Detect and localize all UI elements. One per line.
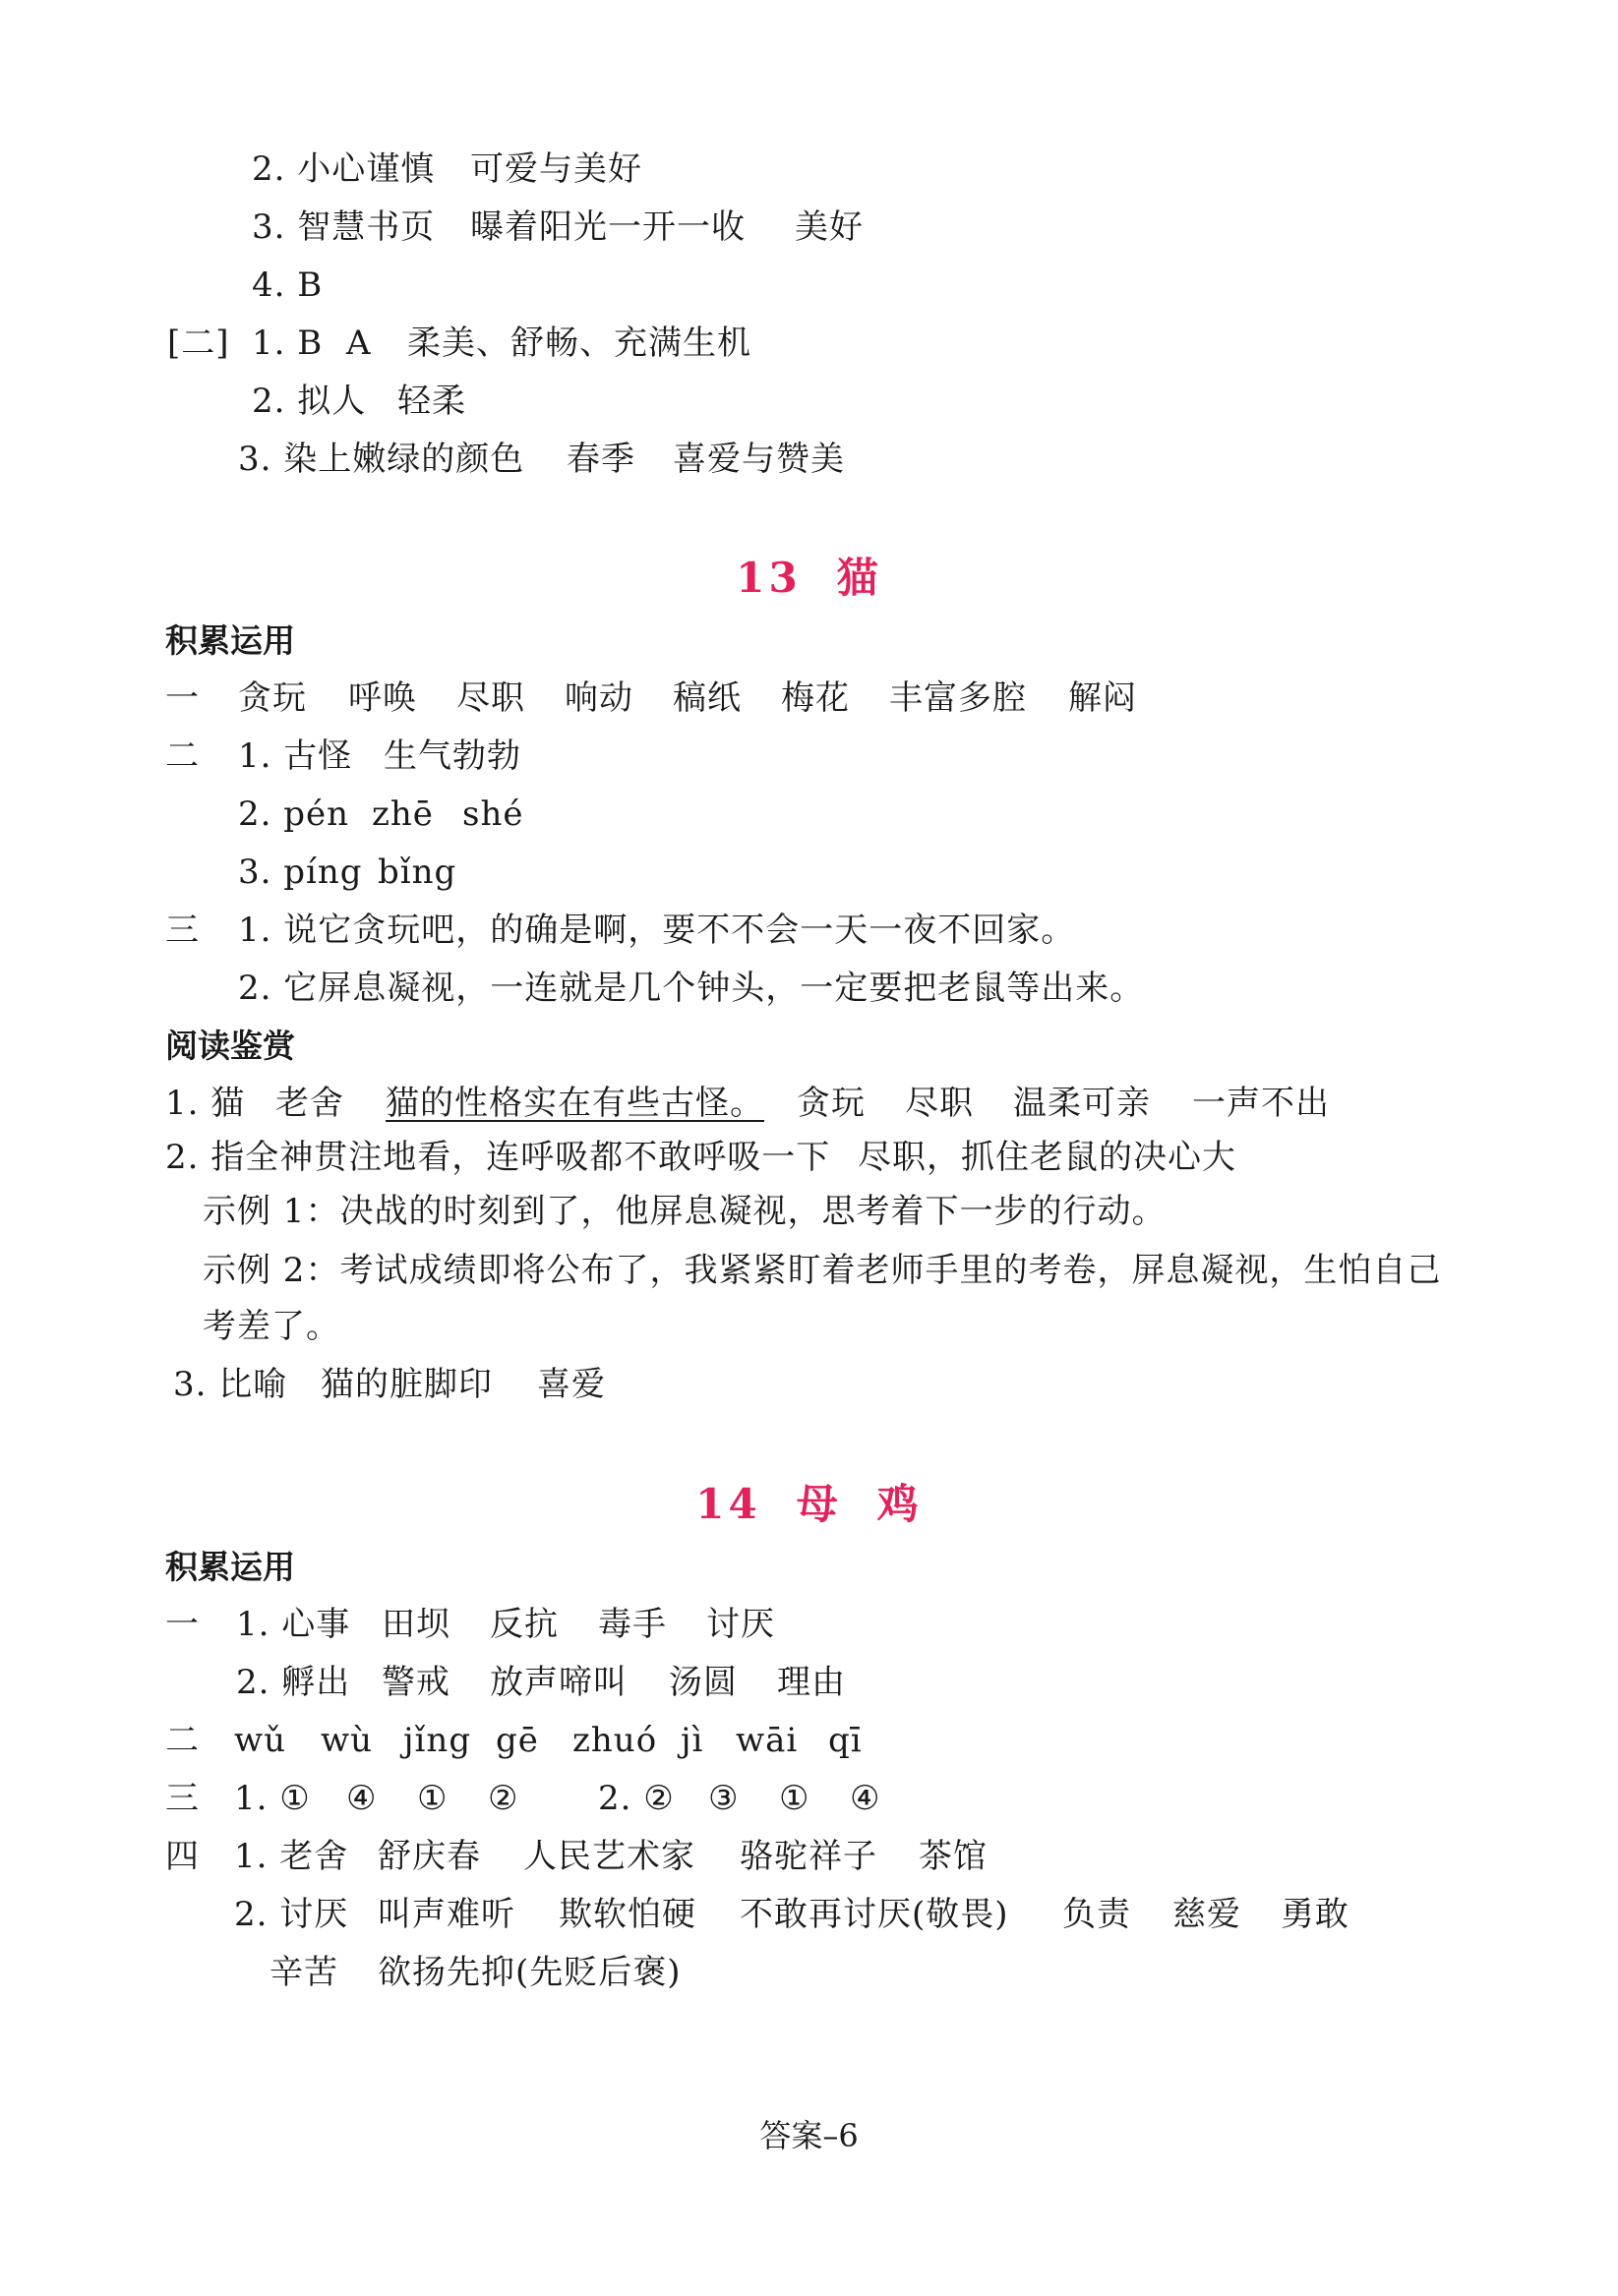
answer-number: 2. 小心谨慎 bbox=[252, 149, 436, 189]
lesson-14-heading bbox=[0, 1477, 1618, 1532]
pinyin-answer: jǐng bbox=[403, 1721, 472, 1760]
circled-answer: ① bbox=[417, 1779, 449, 1818]
answer-sentence: 1. 说它贪玩吧，的确是啊，要不不会一天一夜不回家。 bbox=[238, 911, 1076, 950]
answer-number: 2. ② bbox=[598, 1779, 675, 1818]
answer-text: zhē bbox=[372, 795, 434, 834]
answer-word: 田坝 bbox=[382, 1605, 450, 1644]
answer-word: 丰富多腔 bbox=[889, 678, 1027, 718]
answer-sentence: 2. 指全神贯注地看，连呼吸都不敢呼吸一下 bbox=[165, 1138, 831, 1177]
answer-text: 美好 bbox=[795, 207, 864, 247]
answer-number: 2. pén bbox=[238, 795, 350, 834]
answer-word: 响动 bbox=[565, 678, 633, 718]
answer-word: 不敢再讨厌(敬畏) bbox=[740, 1895, 1009, 1934]
answer-number: 3. 比喻 bbox=[173, 1365, 288, 1404]
answer-text: bǐng bbox=[378, 853, 457, 892]
answer-word: 勇敢 bbox=[1281, 1895, 1349, 1934]
answer-number: 2. 拟人 bbox=[252, 382, 367, 421]
section-label-reading: 阅读鉴赏 bbox=[165, 1027, 295, 1065]
answer-number: 1. ① bbox=[234, 1779, 311, 1818]
lesson-title: 母 bbox=[796, 1480, 842, 1528]
answer-word: 解闷 bbox=[1068, 678, 1137, 718]
answer-word: 稿纸 bbox=[673, 678, 742, 718]
section-bracket-mark: [二] bbox=[167, 324, 230, 363]
answer-word: 舒庆春 bbox=[378, 1837, 481, 1876]
answer-word: 欺软怕硬 bbox=[559, 1895, 696, 1934]
answer-word: 2. 孵出 bbox=[236, 1663, 351, 1702]
answer-text: 曝着阳光一开一收 bbox=[470, 207, 746, 247]
answer-text: 喜爱 bbox=[537, 1365, 606, 1404]
section-mark: 二 bbox=[165, 736, 200, 776]
answer-word: 贪玩 bbox=[238, 678, 307, 718]
answer-word: 1. 老舍 bbox=[234, 1837, 349, 1876]
pinyin-answer: wāi bbox=[736, 1721, 799, 1760]
example-sentence: 示例 2：考试成绩即将公布了，我紧紧盯着老师手里的考卷，屏息凝视，生怕自己 bbox=[203, 1251, 1442, 1290]
answer-text: 老舍 bbox=[275, 1084, 344, 1123]
answer-word: 2. 讨厌 bbox=[234, 1895, 349, 1934]
answer-word: 汤圆 bbox=[669, 1663, 738, 1702]
pinyin-answer: wǔ bbox=[234, 1721, 286, 1760]
answer-word: 叫声难听 bbox=[378, 1895, 515, 1934]
section-mark: 四 bbox=[165, 1837, 200, 1876]
section-mark: 一 bbox=[165, 678, 200, 718]
answer-text: 生气勃勃 bbox=[384, 736, 521, 776]
answer-text: 尽职，抓住老鼠的决心大 bbox=[858, 1138, 1236, 1177]
answer-text: 柔美、舒畅、充满生机 bbox=[407, 324, 751, 363]
answer-number: 3. 智慧书页 bbox=[252, 207, 436, 247]
answer-text: 春季 bbox=[567, 440, 635, 479]
answer-number: 3. 染上嫩绿的颜色 bbox=[238, 440, 525, 479]
lesson-number: 14 bbox=[695, 1480, 761, 1528]
pinyin-answer: qī bbox=[828, 1721, 863, 1760]
circled-answer: ④ bbox=[850, 1779, 881, 1818]
lesson-title: 鸡 bbox=[876, 1480, 923, 1528]
answer-text: 尽职 bbox=[905, 1084, 974, 1123]
answer-word: 理由 bbox=[777, 1663, 846, 1702]
answer-word: 尽职 bbox=[456, 678, 525, 718]
lesson-13-heading bbox=[0, 551, 1618, 606]
section-mark: 一 bbox=[165, 1605, 200, 1644]
answer-text: 温柔可亲 bbox=[1013, 1084, 1151, 1123]
pinyin-answer: gē bbox=[496, 1721, 539, 1760]
answer-text: 贪玩 bbox=[797, 1084, 866, 1123]
answer-word: 警戒 bbox=[382, 1663, 450, 1702]
answer-number: 3. píng bbox=[238, 853, 363, 892]
section-label-accumulate: 积累运用 bbox=[165, 1548, 295, 1586]
answer-word: 毒手 bbox=[598, 1605, 667, 1644]
section-mark: 三 bbox=[165, 911, 200, 950]
answer-word: 骆驼祥子 bbox=[740, 1837, 877, 1876]
answer-word: 讨厌 bbox=[706, 1605, 775, 1644]
example-sentence: 考差了。 bbox=[203, 1307, 340, 1346]
answer-word: 茶馆 bbox=[919, 1837, 988, 1876]
answer-sentence: 2. 它屏息凝视，一连就是几个钟头，一定要把老鼠等出来。 bbox=[238, 969, 1145, 1008]
answer-word: 反抗 bbox=[490, 1605, 559, 1644]
pinyin-answer: wù bbox=[321, 1721, 373, 1760]
pinyin-answer: jì bbox=[681, 1721, 704, 1760]
answer-number: 1. 古怪 bbox=[238, 736, 353, 776]
answer-word: 辛苦 bbox=[270, 1953, 338, 1992]
section-mark: 二 bbox=[165, 1721, 200, 1760]
section-label-accumulate: 积累运用 bbox=[165, 621, 295, 660]
answer-word: 负责 bbox=[1062, 1895, 1131, 1934]
circled-answer: ② bbox=[488, 1779, 519, 1818]
circled-answer: ① bbox=[779, 1779, 810, 1818]
answer-word: 人民艺术家 bbox=[523, 1837, 695, 1876]
answer-word: 1. 心事 bbox=[236, 1605, 351, 1644]
lesson-number: 13 bbox=[736, 554, 802, 602]
pinyin-answer: zhuó bbox=[572, 1721, 658, 1760]
answer-text: 喜爱与赞美 bbox=[673, 440, 845, 479]
answer-word: 欲扬先抑(先贬后褒) bbox=[378, 1953, 682, 1992]
answer-text: 可爱与美好 bbox=[470, 149, 642, 189]
answer-word: 呼唤 bbox=[348, 678, 417, 718]
underlined-answer: 猫的性格实在有些古怪。 bbox=[386, 1084, 764, 1123]
answer-text: 轻柔 bbox=[397, 382, 466, 421]
page-number: 答案–6 bbox=[759, 2117, 859, 2154]
circled-answer: ④ bbox=[346, 1779, 378, 1818]
answer-number: 4. B bbox=[252, 265, 324, 305]
answer-text: 猫的脏脚印 bbox=[321, 1365, 493, 1404]
circled-answer: ③ bbox=[708, 1779, 740, 1818]
answer-word: 放声啼叫 bbox=[490, 1663, 628, 1702]
answer-text: 一声不出 bbox=[1192, 1084, 1330, 1123]
answer-text: shé bbox=[462, 795, 524, 834]
example-sentence: 示例 1：决战的时刻到了，他屏息凝视，思考着下一步的行动。 bbox=[203, 1192, 1167, 1231]
answer-number: 1. B bbox=[252, 324, 324, 363]
section-mark: 三 bbox=[165, 1779, 200, 1818]
answer-word: 慈爱 bbox=[1172, 1895, 1241, 1934]
answer-word: 梅花 bbox=[781, 678, 850, 718]
answer-number: 1. 猫 bbox=[165, 1084, 246, 1123]
answer-text: A bbox=[346, 324, 372, 363]
lesson-title: 猫 bbox=[836, 554, 882, 602]
